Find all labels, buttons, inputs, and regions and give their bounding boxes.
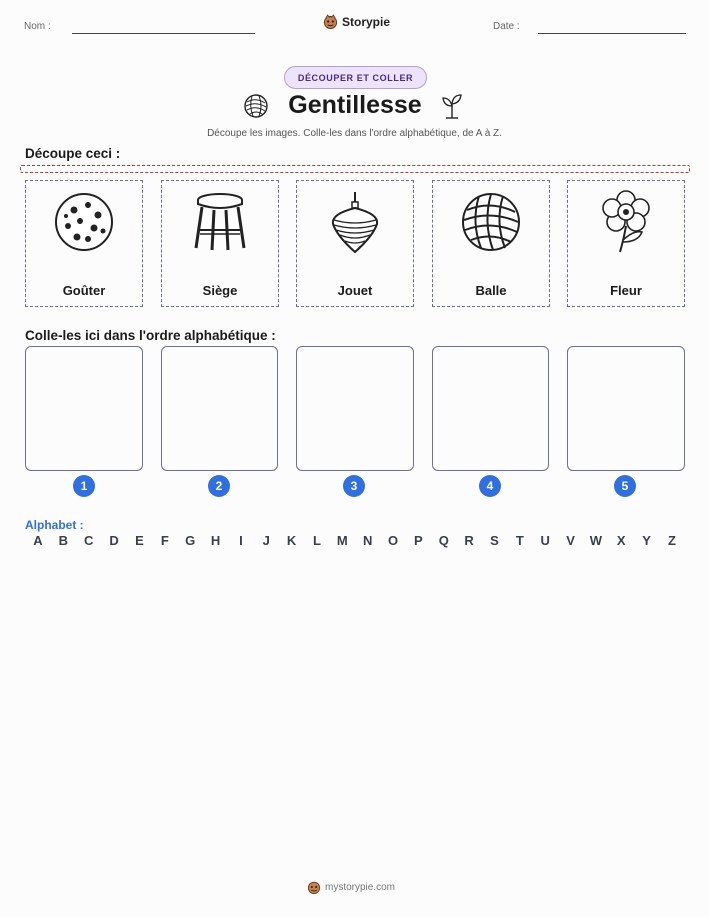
stool-icon	[188, 190, 252, 254]
paste-box-3[interactable]	[296, 346, 414, 471]
paste-box-2[interactable]	[161, 346, 278, 471]
alphabet-letter: D	[109, 533, 119, 548]
cut-card-jouet[interactable]	[296, 180, 414, 307]
card-label: Siège	[202, 283, 238, 298]
sprout-icon	[440, 92, 464, 120]
alphabet-letter: Z	[668, 533, 676, 548]
cut-card-gouter[interactable]	[25, 180, 143, 307]
alphabet-letter: P	[414, 533, 423, 548]
position-number: 1	[73, 475, 95, 497]
alphabet-letter: Y	[642, 533, 651, 548]
card-label: Jouet	[337, 283, 373, 298]
alphabet-letter: Q	[438, 533, 449, 548]
position-number: 5	[614, 475, 636, 497]
alphabet-letter: H	[210, 533, 221, 548]
alphabet-letter: W	[589, 533, 603, 548]
alphabet-letter: B	[58, 533, 69, 548]
alphabet-letter: S	[490, 533, 499, 548]
brand-name: Storypie	[342, 14, 391, 29]
cut-card-siege[interactable]	[161, 180, 279, 307]
alphabet-letter: C	[84, 533, 94, 548]
alphabet-letter: K	[286, 533, 297, 548]
alphabet-letter: N	[362, 533, 373, 548]
alphabet-letter: I	[239, 533, 243, 548]
name-label: Nom :	[24, 21, 51, 32]
date-label: Date :	[493, 21, 520, 32]
alphabet-letter: J	[262, 533, 270, 548]
cut-card-balle[interactable]	[432, 180, 550, 307]
yarn-ball-icon	[243, 93, 269, 119]
storypie-logo-icon	[323, 14, 338, 29]
alphabet-row	[31, 533, 679, 548]
alphabet-title: Alphabet :	[25, 518, 84, 532]
paste-box-4[interactable]	[432, 346, 549, 471]
alphabet-letter: O	[387, 533, 399, 548]
alphabet-letter: T	[515, 533, 524, 548]
alphabet-letter: E	[135, 533, 144, 548]
paste-box-5[interactable]	[567, 346, 685, 471]
spinning-top-icon	[323, 190, 387, 254]
page-title: Gentillesse	[288, 91, 422, 119]
cut-line	[20, 165, 690, 173]
position-number: 2	[208, 475, 230, 497]
cut-section-title: Découpe ceci :	[25, 146, 121, 161]
alphabet-letter: A	[33, 533, 43, 548]
instructions: Découpe les images. Colle-les dans l'ordre alphabétique, de A à Z.	[207, 128, 502, 139]
paste-box-1[interactable]	[25, 346, 143, 471]
alphabet-letter: G	[185, 533, 196, 548]
alphabet-letter: U	[540, 533, 550, 548]
alphabet-letter: R	[464, 533, 474, 548]
cut-card-fleur[interactable]	[567, 180, 685, 307]
alphabet-letter: F	[160, 533, 169, 548]
alphabet-letter: V	[566, 533, 575, 548]
date-field[interactable]	[538, 33, 686, 34]
ball-icon	[459, 190, 523, 254]
position-number: 4	[479, 475, 501, 497]
storypie-logo-icon	[307, 880, 321, 894]
cookie-icon	[52, 190, 116, 254]
flower-icon	[594, 190, 658, 254]
card-label: Fleur	[610, 283, 642, 298]
name-field[interactable]	[72, 33, 255, 34]
alphabet-letter: X	[616, 533, 626, 548]
activity-pill: DÉCOUPER ET COLLER	[284, 66, 427, 89]
footer	[307, 880, 395, 894]
card-label: Goûter	[62, 283, 106, 298]
footer-url[interactable]: mystorypie.com	[325, 881, 396, 893]
card-label: Balle	[475, 283, 507, 298]
paste-section-title: Colle-les ici dans l'ordre alphabétique :	[25, 328, 276, 343]
alphabet-letter: M	[336, 533, 348, 548]
position-number: 3	[343, 475, 365, 497]
brand	[323, 14, 390, 29]
alphabet-letter: L	[312, 533, 321, 548]
